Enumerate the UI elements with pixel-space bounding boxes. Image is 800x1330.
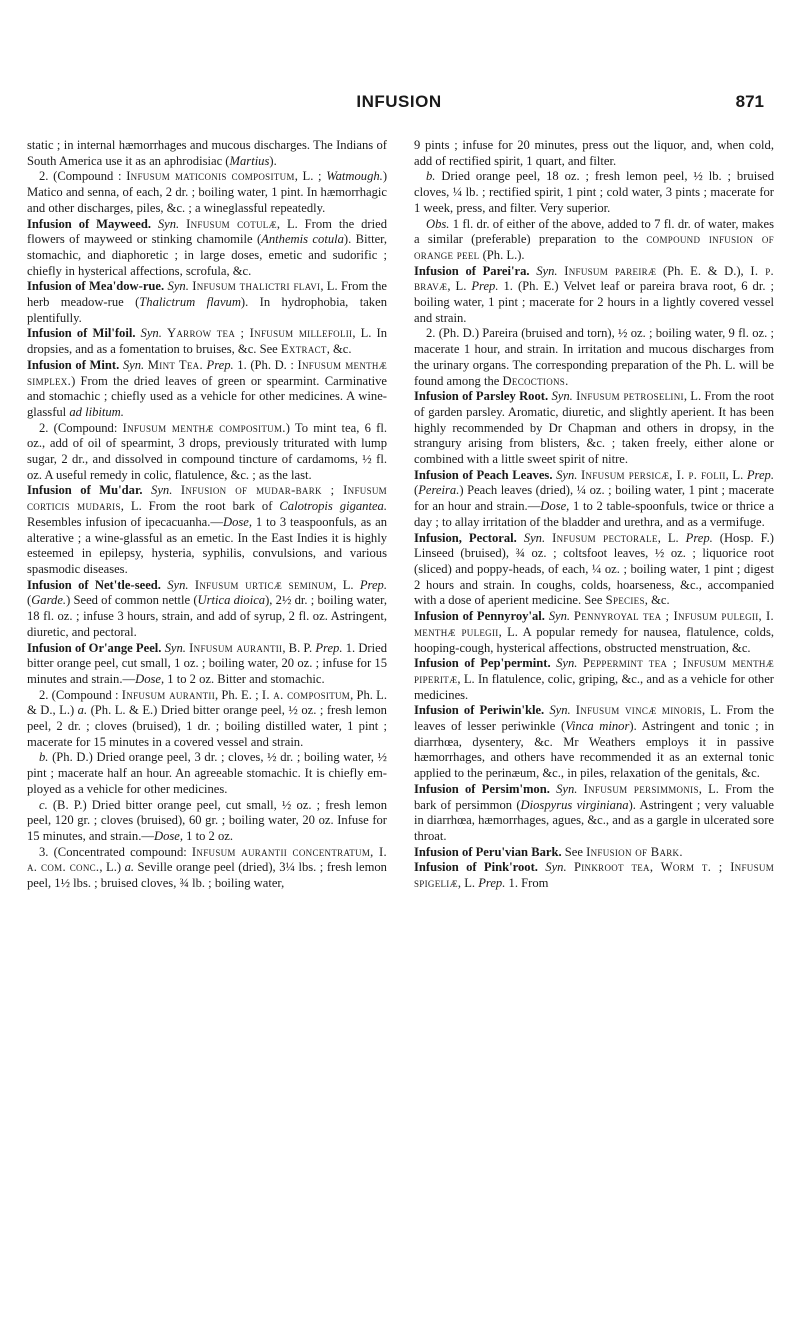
entry-text: Syn. xyxy=(548,609,571,624)
entry-text: Infusum aurantii xyxy=(189,640,283,655)
entry-text: 2. (Ph. D.) Pareira (bruised and torn), ½ oz. ; boiling water, 9 fl. oz. ; macerate 1 hour, and strain. In irritation and mucous discharges from the urinary organs. The corresponding preparation of the Ph. L. will be found among the xyxy=(414,326,774,388)
entry-text: Anthemis cotula xyxy=(261,232,344,247)
entry-text: ( xyxy=(27,593,32,608)
entry-text: Decoctions. xyxy=(502,373,569,388)
entry-text: , L. xyxy=(447,279,472,294)
entry-text: Martius xyxy=(229,153,270,168)
entry-text: Infusum menthæ compositum. xyxy=(122,420,286,435)
entry-text: Diospyrus virginiana xyxy=(520,797,629,812)
entry-text: Syn. xyxy=(167,577,189,592)
entry-paragraph xyxy=(414,389,774,468)
entry-text: 1 to 3 teaspoonfuls, as an alterative ; a wine-glassful as an emetic. In the East Indies it is highly esteemed in epilepsy, hysteria, syphilis, convulsions, and various spasmodic diseases. xyxy=(27,514,387,576)
entry-headword: Infusion of Net'tle-seed. xyxy=(27,577,161,592)
entry-text: (Ph. D.) Dried orange peel, 3 dr. ; cloves, ½ dr. ; boiling water, ½ pint ; macerate half an hour. An agreeable stomachic. It is chiefly employed as a vehicle for other medicines. xyxy=(27,750,387,796)
sub-entry-paragraph xyxy=(27,421,387,484)
entry-headword: Infusion of Persim'mon. xyxy=(414,781,550,796)
entry-text: Infusum petroselini xyxy=(576,389,684,404)
entry-text: Infusum aurantii xyxy=(121,687,216,702)
entry-text: a. xyxy=(77,703,88,718)
entry-paragraph xyxy=(414,782,774,845)
entry-paragraph xyxy=(27,138,387,169)
entry-text: Pereira. xyxy=(418,483,460,498)
entry-headword: Infusion of Pep'permint. xyxy=(414,656,551,671)
entry-text xyxy=(143,483,151,497)
sub-entry-paragraph xyxy=(27,688,387,751)
entry-text: 9 pints ; infuse for 20 minutes, press out the liquor, and, when cold, add of rectified spirit, 1 quart, and filter. xyxy=(414,138,774,168)
entry-text: ). In hydrophobia, taken plentifully. xyxy=(27,295,387,325)
entry-headword: Infusion of Pink'root. xyxy=(414,860,538,875)
entry-text: Syn. xyxy=(536,263,558,278)
entry-text: ). Astringent and tonic ; in diarrhœa, dysentery, &c. Mr Weathers employs it in passive hæmorrhages, and others have recommended it as an external tonic applied to the perinæum, &c., in piles, relaxation of the genitals, &c. xyxy=(414,719,774,781)
entry-text: , L. In flatulence, colic, griping, &c., and as a vehicle for other medicines. xyxy=(414,671,774,702)
entry-text: Infusion of mudar-bark ; Infusum corticis mudaris xyxy=(27,483,387,514)
entry-text: Dose, xyxy=(135,671,165,686)
entry-text: static ; in internal hæmorrhages and mucous discharges. The Indians of South America use it as an aphrodisiac ( xyxy=(27,138,387,168)
entry-text: Prep. xyxy=(471,279,499,294)
entry-text: , L. From the dried flowers of mayweed or stinking chamomile ( xyxy=(27,216,387,247)
entry-headword: Infusion of Pennyroy'al. xyxy=(414,609,545,624)
entry-text: Watmough. xyxy=(326,169,383,184)
entry-text: Seville orange peel (dried), 3¼ lbs. ; fresh lemon peel, 1½ lbs. ; bruised cloves, ¾ lb. ; boiling water, xyxy=(27,860,387,891)
entry-text: Species xyxy=(605,593,645,608)
entry-text: Infusum urticæ seminum xyxy=(194,577,334,592)
entry-text: Mint Tea. xyxy=(147,357,203,372)
entry-text: Infusion of Bark. xyxy=(586,844,683,859)
entry-paragraph xyxy=(27,358,387,421)
entry-text xyxy=(151,217,158,231)
entry-paragraph xyxy=(27,578,387,641)
entry-text: Syn. xyxy=(140,326,162,341)
entry-text: Calotropis gigantea. xyxy=(279,499,387,514)
entry-text: , Ph. L. & D., L.) xyxy=(27,687,387,718)
entry-text: Dose, xyxy=(223,514,253,529)
entry-text: Prep. xyxy=(206,357,234,372)
entry-text: Syn. xyxy=(122,357,145,372)
entry-text: ) Seed of common nettle ( xyxy=(66,593,198,608)
entry-headword: Infusion of Mint. xyxy=(27,357,120,372)
left-column xyxy=(27,138,387,1318)
right-column xyxy=(414,138,774,1318)
entry-text: 3. (Concentrated compound: xyxy=(39,844,192,859)
page-number: 871 xyxy=(735,92,764,111)
entry-text: , &c. xyxy=(644,593,670,608)
entry-text: Urtica dioica xyxy=(197,593,266,608)
entry-text: I. p. bravæ xyxy=(414,263,774,294)
entry-text: Garde. xyxy=(31,593,67,608)
entry-text: Infusum menthæ simplex. xyxy=(27,357,387,388)
entry-text: Prep. xyxy=(746,467,774,482)
entry-text: 1 to 2 table-spoonfuls, twice or thrice a day ; to allay irritation of the bladder and urethra, and as a vermifuge. xyxy=(414,499,774,529)
entry-text: , L. ; xyxy=(294,169,327,184)
entry-headword: Infusion of Peach Leaves. xyxy=(414,467,553,482)
entry-paragraph xyxy=(414,609,774,656)
entry-text: Infusum maticonis compositum xyxy=(126,169,295,184)
entry-text: ) Matico and senna, of each, 2 dr. ; boiling water, 1 pint. In hæmorrhagic and other discharges, piles, &c. ; a wineglassful repeatedly. xyxy=(27,169,387,215)
entry-text: 2. (Compound: xyxy=(39,420,123,435)
entry-text: Prep. xyxy=(359,577,387,592)
entry-headword: Infusion, Pectoral. xyxy=(414,530,517,545)
entry-text: 2. (Compound : xyxy=(39,687,122,702)
entry-paragraph xyxy=(414,138,774,169)
entry-text: b. xyxy=(426,169,436,184)
entry-text: , L. In dropsies, and as a fomentation to bruises, &c. See xyxy=(27,326,387,357)
entry-text: ), 2½ dr. ; boiling water, 18 fl. oz. ; infuse 3 hours, strain, and add of syrup, 2 fl. oz. Astringent, diuretic, and pectoral. xyxy=(27,593,387,639)
entry-text: Syn. xyxy=(549,703,571,718)
entry-paragraph xyxy=(414,845,774,861)
sub-entry-paragraph xyxy=(27,169,387,216)
entry-text: 1 fl. dr. of either of the above, added to 7 fl. dr. of water, makes a similar (preferable) preparation to the xyxy=(414,216,774,247)
entry-headword: Infusion of Mea'dow-rue. xyxy=(27,279,165,294)
entry-text: Prep. xyxy=(478,876,506,891)
entry-text: 1. From xyxy=(505,876,549,891)
entry-text: Pennyroyal tea ; Infusum pulegii, I. menthæ pulegii xyxy=(414,609,774,639)
entry-headword: Infusion of Parsley Root. xyxy=(414,389,549,404)
entry-headword: Infusion of Mu'dar. xyxy=(27,483,143,498)
entry-text: , L.) xyxy=(99,860,125,875)
entry-text: See xyxy=(561,844,587,859)
entry-text: Infusum pectorale xyxy=(552,530,658,545)
entry-text: Syn. xyxy=(167,279,189,294)
entry-text: Resembles infusion of ipecacuanha.— xyxy=(27,514,223,529)
entry-text xyxy=(172,483,180,497)
entry-text: , L. xyxy=(657,530,686,545)
entry-text: (Ph. L. & E.) Dried bitter orange peel, ½ oz. ; fresh lemon peel, 2 dr. ; cloves (bruised), 1 dr. ; boiling distilled water, 1 pint ; macerate for 15 minutes in a covered vessel and strain. xyxy=(27,703,387,749)
entry-text xyxy=(517,531,524,545)
entry-text: Syn. xyxy=(164,640,186,655)
entry-text: Obs. xyxy=(426,216,450,231)
entry-text: 1. (Ph. D. : xyxy=(233,357,298,372)
entry-text: , L. xyxy=(333,577,360,592)
entry-headword: Infusion of Mayweed. xyxy=(27,216,151,231)
entry-text: Dose, xyxy=(540,499,570,514)
entry-text: Syn. xyxy=(151,483,173,498)
entry-text: Vinca minor xyxy=(565,719,630,734)
entry-text: , L. From the root of garden parsley. Aromatic, diuretic, and slightly aperient. It has been highly recommended by Dr Chapman and others in dropsy, in the strangury arising from blisters, &c. ; taken freely, either alone or combined with a little sweet spirit of nitre. xyxy=(414,389,774,467)
entry-text: (B. P.) Dried bitter orange peel, cut small, ½ oz. ; fresh lemon peel, 120 gr. ; cloves (bruised), 60 gr. ; boiling water, 20 oz. Infuse for 15 minutes, and strain.— xyxy=(27,797,387,843)
entry-text: Syn. xyxy=(551,389,573,404)
sub-entry-paragraph xyxy=(27,750,387,797)
sub-entry-paragraph xyxy=(414,169,774,216)
entry-text: ). Astringent ; very valuable in diarrhœa, hæmorrhages, agues, &c., and as a gargle in ulcerated sore throat. xyxy=(414,797,774,843)
entry-text: , L. From the root bark of xyxy=(120,499,280,514)
entry-text: Pinkroot tea, Worm t. ; Infusum spigeliæ xyxy=(414,860,774,891)
entry-paragraph xyxy=(414,468,774,531)
entry-text: 1 to 2 oz. Bitter and stomachic. xyxy=(164,671,325,686)
entry-paragraph xyxy=(414,264,774,327)
sub-entry-paragraph xyxy=(414,326,774,389)
entry-text: (Hosp. F.) Linseed (bruised), ¾ oz. ; coltsfoot leaves, ½ oz. ; liquorice root (sliced) and poppy-heads, of each, ¼ oz. ; boiling water, 1 pint ; digest 2 hours and strain. In coughs, colds, hoarseness, &c., accompanied with a dose of aperient medicine. See xyxy=(414,530,774,608)
entry-text: , L. xyxy=(457,876,479,891)
entry-text: Prep. xyxy=(315,640,343,655)
entry-text: ( xyxy=(414,483,419,498)
entry-text: 1. (Ph. E.) Velvet leaf or pareira brava root, 6 dr. ; boiling water, 1 pint ; macerate for 2 hours in a lightly covered vessel and strain. xyxy=(414,279,774,325)
entry-text: , L. A popular remedy for nausea, flatulence, colds, hooping-cough, hysterical affections, obstructed menstruation, &c. xyxy=(414,624,774,655)
entry-text: 2. (Compound : xyxy=(39,169,127,184)
entry-text: , L. xyxy=(725,467,747,482)
entry-text: Syn. xyxy=(556,656,578,671)
entry-paragraph xyxy=(414,860,774,891)
entry-text xyxy=(567,860,574,874)
entry-text: Syn. xyxy=(556,467,578,482)
entry-text: Infusum pareiræ xyxy=(564,263,657,278)
entry-headword: Infusion of Mil'foil. xyxy=(27,326,136,341)
entry-text: ). Bitter, stomachic, and diaphoretic ; in large doses, emetic and sudorific ; chiefly in hysterical affections, scrofula, &c. xyxy=(27,232,387,278)
entry-text: ) From the dried leaves of green or spearmint. Carminative and stomachic ; chiefly used as a vehicle for other medicines. A wine-glassful xyxy=(27,373,387,419)
entry-text: ). xyxy=(269,153,277,168)
entry-text: Infusum persicæ, I. p. folii xyxy=(581,467,726,482)
entry-text: ad libitum. xyxy=(69,404,124,419)
entry-text: b. xyxy=(39,750,49,765)
sub-entry-paragraph xyxy=(27,798,387,845)
entry-text: , L. From the leaves of lesser periwinkle ( xyxy=(414,703,774,734)
entry-text: ) Peach leaves (dried), ¼ oz. ; boiling water, 1 pint ; macerate for an hour and strain.— xyxy=(414,483,774,514)
entry-paragraph xyxy=(27,641,387,688)
entry-headword: Infusion of Periwin'kle. xyxy=(414,703,545,718)
entry-text: Syn. xyxy=(556,781,578,796)
sub-entry-paragraph xyxy=(414,217,774,264)
entry-text: Syn. xyxy=(523,530,546,545)
running-head xyxy=(34,92,764,116)
entry-headword: Infusion of Parei'ra. xyxy=(414,263,530,278)
entry-paragraph xyxy=(414,703,774,782)
entry-text: (Ph. L.). xyxy=(479,247,525,262)
entry-paragraph xyxy=(27,326,387,357)
entry-text: Thalictrum flavum xyxy=(139,295,241,310)
entry-text: Yarrow tea ; Infusum millefolii xyxy=(166,326,353,341)
entry-text: Infusum persimmonis xyxy=(583,781,699,796)
entry-paragraph xyxy=(414,531,774,610)
entry-headword: Infusion of Or'ange Peel. xyxy=(27,640,162,655)
entry-text: Dried orange peel, 18 oz. ; fresh lemon peel, ½ lb. ; bruised cloves, ¼ lb. ; rectified spirit, 1 pint ; cold water, 3 pints ; macerate for 1 week, press, and filter. Very superior. xyxy=(414,169,774,215)
running-title: INFUSION xyxy=(356,92,442,111)
entry-text: , &c. xyxy=(326,342,352,357)
entry-text: I. a. compositum xyxy=(261,687,351,702)
entry-text: ) To mint tea, 6 fl. oz., add of oil of spearmint, 3 drops, previously triturated with lump sugar, 2 dr., and dissolved in compound tincture of cardamoms, ½ fl. oz. A useful remedy in colic, flatulence, &c. ; as the last. xyxy=(27,420,387,482)
entry-paragraph xyxy=(414,656,774,703)
entry-text: Dose, xyxy=(153,828,184,843)
entry-text: , L. From the bark of persimmon ( xyxy=(414,781,774,812)
entry-text: , Ph. E. ; xyxy=(215,687,262,702)
entry-paragraph xyxy=(27,483,387,577)
sub-entry-paragraph xyxy=(27,845,387,892)
entry-paragraph xyxy=(27,217,387,280)
entry-text: 1 to 2 oz. xyxy=(183,828,234,843)
entry-text: c. xyxy=(39,797,48,812)
entry-text: Extract xyxy=(280,342,327,357)
entry-text: compound infusion of orange peel xyxy=(414,232,774,262)
entry-text: Infusum vincæ minoris xyxy=(575,703,702,718)
entry-text: Syn. xyxy=(545,860,567,875)
entry-text: Syn. xyxy=(157,216,180,231)
entry-text: Infusum cotulæ xyxy=(186,216,277,231)
entry-text: 1. Dried bitter orange peel, cut small, 1 oz. ; boiling water, 20 oz. ; infuse for 15 minutes and strain.— xyxy=(27,640,387,686)
entry-headword: Infusion of Peru'vian Bark. xyxy=(414,844,562,859)
entry-text: Prep. xyxy=(685,530,713,545)
entry-text: , L. From the herb meadow-rue ( xyxy=(27,279,387,310)
entry-text: Peppermint tea ; Infusum menthæ piperitæ xyxy=(414,656,774,686)
entry-text: , B. P. xyxy=(282,640,316,655)
entry-paragraph xyxy=(27,279,387,326)
entry-text: Infusum aurantii concentratum, I. a. com. conc. xyxy=(27,844,387,875)
entry-text: a. xyxy=(124,860,135,875)
entry-text: (Ph. E. & D.), xyxy=(656,263,751,278)
entry-text: Infusum thalictri flavi xyxy=(192,279,321,294)
